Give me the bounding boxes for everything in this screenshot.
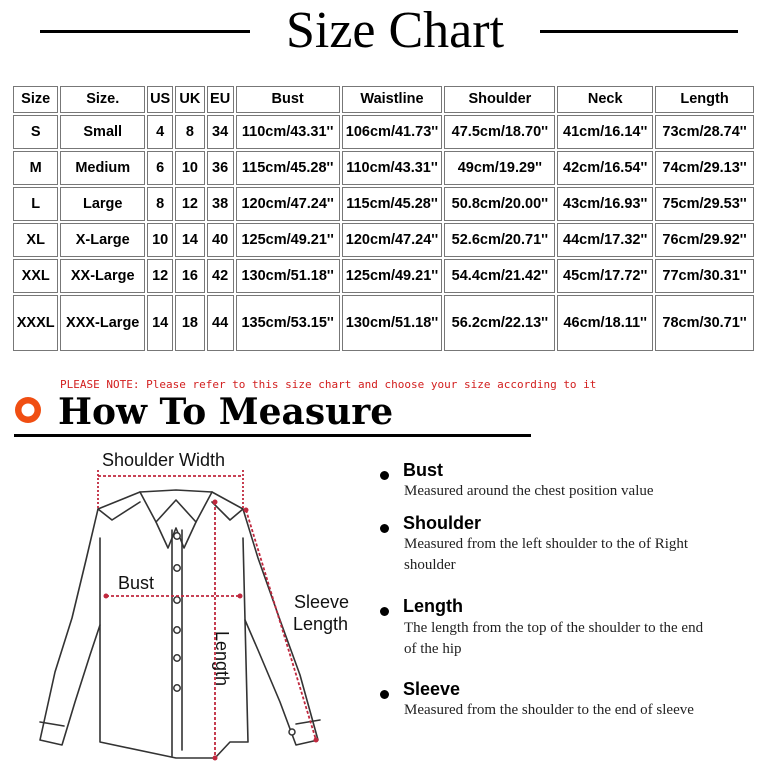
table-cell: 73cm/28.74'' [655,115,754,149]
table-cell: XXL [13,259,58,293]
table-cell: 125cm/49.21'' [342,259,443,293]
header-cell: Neck [557,86,653,113]
table-cell: 74cm/29.13'' [655,151,754,185]
measure-item-desc: The length from the top of the shoulder to the end of the hip [404,620,704,657]
table-row [13,223,754,257]
table-cell: 14 [147,295,173,351]
size-chart-header [0,0,768,78]
table-cell: 75cm/29.53'' [655,187,754,221]
header-cell: Length [655,86,754,113]
jacket-button [174,533,180,539]
target-circle-icon [14,396,42,424]
measure-item-title: Length [403,596,463,616]
table-cell: 130cm/51.18'' [342,295,443,351]
jacket-outline [40,490,318,758]
table-cell: 56.2cm/22.13'' [444,295,555,351]
table-cell: XX-Large [60,259,145,293]
jacket-button [174,685,180,691]
table-row [13,295,754,351]
table-cell: 41cm/16.14'' [557,115,653,149]
table-cell: XXXL [13,295,58,351]
table-cell: 36 [207,151,234,185]
how-to-measure-title: How To Measure [58,391,394,433]
length-label: Length [212,630,233,687]
title-rule-left [40,30,250,33]
table-cell: 120cm/47.24'' [236,187,340,221]
table-cell: 110cm/43.31'' [236,115,340,149]
table-cell: 4 [147,115,173,149]
table-cell: XXX-Large [60,295,145,351]
table-cell: Medium [60,151,145,185]
table-cell: 49cm/19.29'' [444,151,555,185]
measure-item-title: Bust [403,460,443,480]
table-cell: 115cm/45.28'' [236,151,340,185]
header-cell: EU [207,86,234,113]
sleeve-label-line2: Length [293,614,349,634]
header-cell: Shoulder [444,86,555,113]
measure-item-desc: Measured around the chest position value [404,483,654,499]
measure-item-title: Shoulder [403,513,482,533]
table-cell: 130cm/51.18'' [236,259,340,293]
measure-item-desc: Measured from the shoulder to the end of sleeve [404,702,694,718]
size-table [11,84,756,353]
bullet-icon [380,524,389,533]
table-cell: 42 [207,259,234,293]
page-title: Size Chart [285,2,505,59]
table-header-row [13,86,754,113]
bust-label: Bust [118,573,155,593]
table-cell: 8 [147,187,173,221]
jacket-collar [140,492,212,522]
table-cell: L [13,187,58,221]
table-cell: 54.4cm/21.42'' [444,259,555,293]
size-note: PLEASE NOTE: Please refer to this size chart and choose your size according to it [60,378,597,391]
table-cell: 10 [175,151,204,185]
measure-item-desc: Measured from the left shoulder to the of Right shoulder [404,536,689,573]
jacket-button [289,729,295,735]
table-cell: 12 [147,259,173,293]
table-cell: 135cm/53.15'' [236,295,340,351]
table-cell: 12 [175,187,204,221]
measure-item-title: Sleeve [403,679,461,699]
table-cell: 44cm/17.32'' [557,223,653,257]
table-cell: 10 [147,223,173,257]
table-cell: 38 [207,187,234,221]
shoulder-width-label: Shoulder Width [102,450,226,470]
table-cell: 16 [175,259,204,293]
title-rule-right [540,30,738,33]
table-cell: 34 [207,115,234,149]
jacket-button [174,597,180,603]
table-cell: 50.8cm/20.00'' [444,187,555,221]
table-cell: 42cm/16.54'' [557,151,653,185]
table-cell: S [13,115,58,149]
table-row [13,115,754,149]
header-cell: Bust [236,86,340,113]
table-cell: 8 [175,115,204,149]
sleeve-label-line1: Sleeve [294,592,350,612]
table-row [13,259,754,293]
table-cell: 125cm/49.21'' [236,223,340,257]
bullet-icon [380,607,389,616]
table-cell: 110cm/43.31'' [342,151,443,185]
table-cell: 78cm/30.71'' [655,295,754,351]
table-cell: M [13,151,58,185]
header-cell: UK [175,86,204,113]
jacket-button [174,627,180,633]
bullet-icon [380,471,389,480]
table-cell: 76cm/29.92'' [655,223,754,257]
bullet-icon [380,690,389,699]
header-cell: Size. [60,86,145,113]
table-cell: 77cm/30.31'' [655,259,754,293]
jacket-button [174,655,180,661]
table-cell: 14 [175,223,204,257]
table-row [13,151,754,185]
jacket-button [174,565,180,571]
table-cell: 43cm/16.93'' [557,187,653,221]
table-cell: 47.5cm/18.70'' [444,115,555,149]
table-cell: 46cm/18.11'' [557,295,653,351]
header-cell: US [147,86,173,113]
table-cell: X-Large [60,223,145,257]
table-cell: 120cm/47.24'' [342,223,443,257]
table-cell: 52.6cm/20.71'' [444,223,555,257]
table-cell: 44 [207,295,234,351]
table-cell: XL [13,223,58,257]
how-to-measure-rule [14,434,531,437]
table-cell: Large [60,187,145,221]
table-cell: 40 [207,223,234,257]
header-cell: Size [13,86,58,113]
table-cell: 106cm/41.73'' [342,115,443,149]
table-row [13,187,754,221]
table-cell: Small [60,115,145,149]
right-cuff [296,720,320,724]
table-cell: 6 [147,151,173,185]
table-cell: 45cm/17.72'' [557,259,653,293]
table-cell: 18 [175,295,204,351]
table-cell: 115cm/45.28'' [342,187,443,221]
header-cell: Waistline [342,86,443,113]
